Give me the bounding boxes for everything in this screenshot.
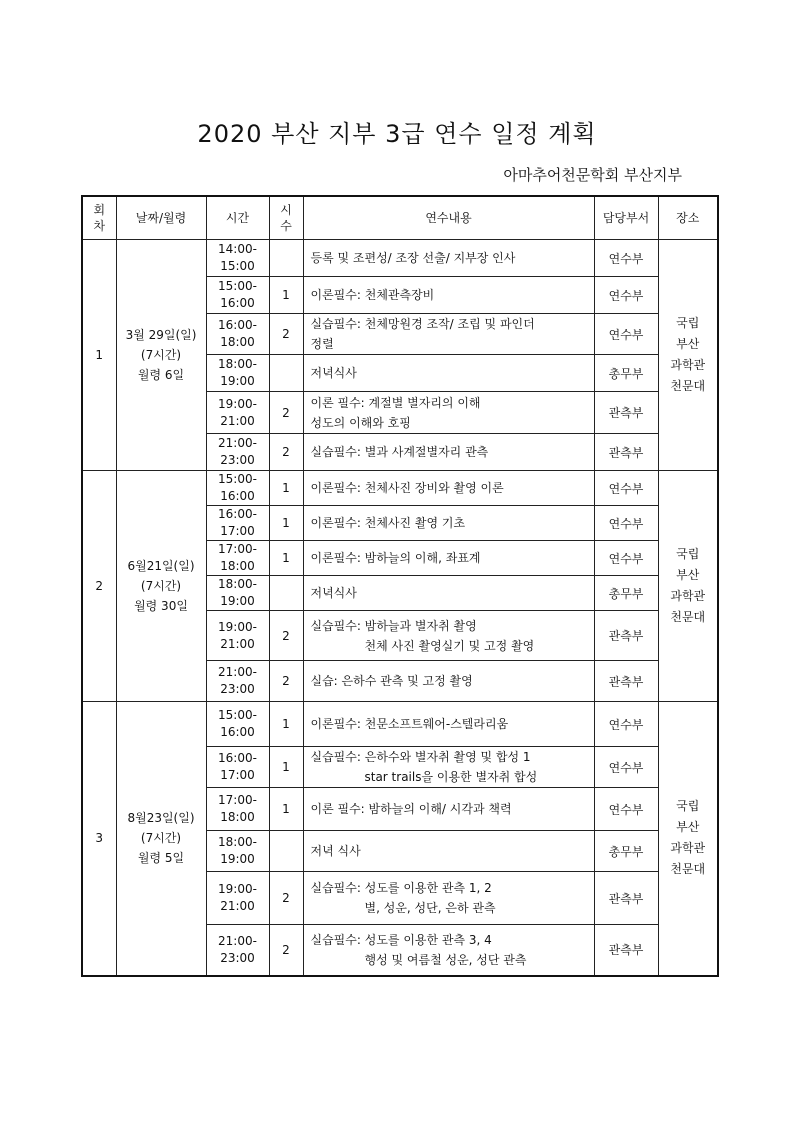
content-line: 실습필수: 천체망원경 조작/ 조립 및 파인더: [310, 317, 535, 331]
department: 연수부: [594, 506, 658, 541]
schedule-table: [81, 195, 719, 977]
content-line: 저녁 식사: [310, 844, 361, 858]
content-line: 실습필수: 밤하늘과 별자취 촬영: [310, 618, 477, 633]
hours-count: [269, 355, 303, 392]
session-moon-age: 월령 6일: [137, 368, 185, 382]
content-cell: [303, 831, 594, 872]
hours-count: 1: [269, 541, 303, 576]
content-line: 등록 및 조편성/ 조장 선출/ 지부장 인사: [310, 251, 516, 265]
content-line: 이론필수: 천체관측장비: [310, 288, 435, 302]
place-cell: 국립 부산 과학관 천문대: [658, 471, 718, 702]
hours-count: 1: [269, 788, 303, 831]
time-end: 21:00: [220, 413, 255, 428]
time-start: 19:00-: [218, 619, 257, 634]
department: 연수부: [594, 277, 658, 314]
time-start: 17:00-: [218, 542, 257, 556]
department: 관측부: [594, 872, 658, 925]
time-cell: [206, 702, 269, 747]
content-cell: [303, 788, 594, 831]
hours-count: [269, 576, 303, 611]
time-end: 17:00: [220, 524, 255, 538]
header-place: 장소: [658, 196, 718, 240]
time-end: 23:00: [220, 453, 255, 467]
content-line: 성도의 이해와 호핑: [310, 415, 411, 430]
session-date: 8월23일(일): [127, 811, 195, 826]
content-line: 이론필수: 밤하늘의 이해, 좌표계: [310, 551, 481, 565]
time-end: 18:00: [220, 559, 255, 573]
hours-count: 2: [269, 872, 303, 925]
time-start: 15:00-: [218, 708, 257, 722]
header-date: 날짜/월령: [116, 196, 206, 240]
time-start: 21:00-: [218, 665, 257, 679]
content-cell: [303, 872, 594, 925]
time-cell: [206, 277, 269, 314]
time-start: 19:00-: [218, 396, 257, 411]
session-hours: (7시간): [140, 831, 182, 846]
department: 연수부: [594, 788, 658, 831]
time-start: 21:00-: [218, 933, 257, 948]
table-row: [82, 702, 718, 747]
time-start: 18:00-: [218, 357, 257, 371]
time-end: 21:00: [220, 636, 255, 651]
time-end: 19:00: [220, 594, 255, 608]
hours-count: 1: [269, 702, 303, 747]
hours-count: 2: [269, 611, 303, 661]
session-date-cell: [116, 471, 206, 702]
content-line: 행성 및 여름철 성운, 성단 관측: [364, 952, 527, 967]
hours-count: [269, 240, 303, 277]
content-cell: [303, 240, 594, 277]
department: 연수부: [594, 314, 658, 355]
hours-count: [269, 831, 303, 872]
content-cell: [303, 434, 594, 471]
department: 관측부: [594, 611, 658, 661]
time-start: 19:00-: [218, 882, 257, 896]
content-line: 이론 필수: 밤하늘의 이해/ 시각과 책력: [310, 802, 512, 816]
session-date: 3월 29일(일): [125, 328, 197, 342]
time-start: 15:00-: [218, 472, 257, 486]
time-cell: [206, 355, 269, 392]
time-end: 23:00: [220, 682, 255, 696]
time-cell: [206, 541, 269, 576]
time-cell: [206, 506, 269, 541]
session-hours: (7시간): [140, 579, 182, 593]
hours-count: 2: [269, 434, 303, 471]
time-start: 21:00-: [218, 436, 257, 450]
session-date-cell: [116, 702, 206, 976]
time-cell: [206, 747, 269, 788]
time-cell: [206, 661, 269, 702]
session-date-cell: [116, 240, 206, 471]
hours-count: 1: [269, 471, 303, 506]
content-line: 실습필수: 성도를 이용한 관측 1, 2: [310, 881, 492, 895]
content-cell: [303, 611, 594, 661]
time-cell: [206, 611, 269, 661]
department: 총무부: [594, 831, 658, 872]
content-line: 이론필수: 천체사진 촬영 기초: [310, 516, 466, 530]
time-start: 16:00-: [218, 751, 257, 765]
hours-count: 2: [269, 314, 303, 355]
time-start: 18:00-: [218, 835, 257, 849]
time-end: 18:00: [220, 810, 255, 824]
header-department: 담당부서: [594, 196, 658, 240]
content-cell: [303, 702, 594, 747]
department: 연수부: [594, 747, 658, 788]
header-session: 회 차: [82, 196, 116, 240]
time-end: 16:00: [220, 489, 255, 503]
table-row: [82, 240, 718, 277]
time-cell: [206, 471, 269, 506]
time-cell: [206, 392, 269, 434]
page-title: 2020 부산 지부 3급 연수 일정 계획: [197, 120, 597, 148]
table-header-row: [82, 196, 718, 240]
content-line: 실습: 은하수 관측 및 고정 촬영: [310, 674, 473, 688]
session-moon-age: 월령 5일: [137, 851, 185, 866]
time-end: 19:00: [220, 374, 255, 388]
content-line: 천체 사진 촬영실기 및 고정 촬영: [364, 638, 535, 653]
time-cell: [206, 788, 269, 831]
table-row: [82, 471, 718, 506]
department: 연수부: [594, 240, 658, 277]
content-cell: [303, 541, 594, 576]
time-end: 19:00: [220, 852, 255, 866]
content-cell: [303, 661, 594, 702]
session-date: 6월21일(일): [127, 559, 195, 573]
time-end: 16:00: [220, 725, 255, 739]
content-line: 이론 필수: 계절별 별자리의 이해: [310, 395, 481, 410]
session-number: 3: [82, 702, 116, 976]
time-cell: [206, 240, 269, 277]
department: 관측부: [594, 392, 658, 434]
time-end: 23:00: [220, 950, 255, 965]
hours-count: 1: [269, 506, 303, 541]
time-end: 17:00: [220, 768, 255, 782]
department: 관측부: [594, 925, 658, 976]
content-line: 실습필수: 은하수와 별자취 촬영 및 합성 1: [310, 750, 531, 764]
session-moon-age: 월령 30일: [134, 599, 188, 613]
hours-count: 1: [269, 277, 303, 314]
content-line: 별, 성운, 성단, 은하 관측: [364, 901, 496, 915]
time-end: 21:00: [220, 899, 255, 913]
content-line: 실습필수: 별과 사계절별자리 관측: [310, 445, 489, 459]
content-cell: [303, 576, 594, 611]
content-cell: [303, 392, 594, 434]
content-cell: [303, 355, 594, 392]
time-start: 18:00-: [218, 577, 257, 591]
time-cell: [206, 872, 269, 925]
session-number: 1: [82, 240, 116, 471]
content-cell: [303, 314, 594, 355]
content-cell: [303, 747, 594, 788]
time-end: 16:00: [220, 296, 255, 310]
time-start: 16:00-: [218, 318, 257, 332]
hours-count: 2: [269, 925, 303, 976]
time-cell: [206, 314, 269, 355]
header-time: 시간: [206, 196, 269, 240]
content-line: 저녁식사: [310, 586, 357, 600]
time-start: 17:00-: [218, 793, 257, 807]
time-end: 15:00: [220, 259, 255, 273]
session-hours: (7시간): [140, 348, 182, 362]
content-cell: [303, 471, 594, 506]
time-start: 16:00-: [218, 507, 257, 521]
session-number: 2: [82, 471, 116, 702]
department: 관측부: [594, 661, 658, 702]
time-end: 18:00: [220, 335, 255, 349]
content-line: 이론필수: 천문소프트웨어-스텔라리움: [310, 717, 509, 731]
department: 연수부: [594, 471, 658, 506]
content-line: 이론필수: 천체사진 장비와 촬영 이론: [310, 481, 504, 495]
hours-count: 2: [269, 661, 303, 702]
time-cell: [206, 831, 269, 872]
department: 관측부: [594, 434, 658, 471]
content-line: 정렬: [310, 337, 334, 351]
header-content: 연수내용: [303, 196, 594, 240]
content-line: 실습필수: 성도를 이용한 관측 3, 4: [310, 932, 492, 947]
time-cell: [206, 576, 269, 611]
content-line: 저녁식사: [310, 366, 357, 380]
department: 총무부: [594, 355, 658, 392]
time-cell: [206, 925, 269, 976]
department: 총무부: [594, 576, 658, 611]
department: 연수부: [594, 541, 658, 576]
time-cell: [206, 434, 269, 471]
time-start: 14:00-: [218, 242, 257, 256]
place-cell: 국립 부산 과학관 천문대: [658, 240, 718, 471]
header-hours: 시 수: [269, 196, 303, 240]
time-start: 15:00-: [218, 279, 257, 293]
department: 연수부: [594, 702, 658, 747]
content-cell: [303, 925, 594, 976]
content-cell: [303, 277, 594, 314]
place-cell: 국립 부산 과학관 천문대: [658, 702, 718, 976]
content-line: star trails을 이용한 별자취 합성: [364, 770, 538, 784]
content-cell: [303, 506, 594, 541]
hours-count: 2: [269, 392, 303, 434]
organization-name: 아마추어천문학회 부산지부: [503, 166, 682, 184]
hours-count: 1: [269, 747, 303, 788]
